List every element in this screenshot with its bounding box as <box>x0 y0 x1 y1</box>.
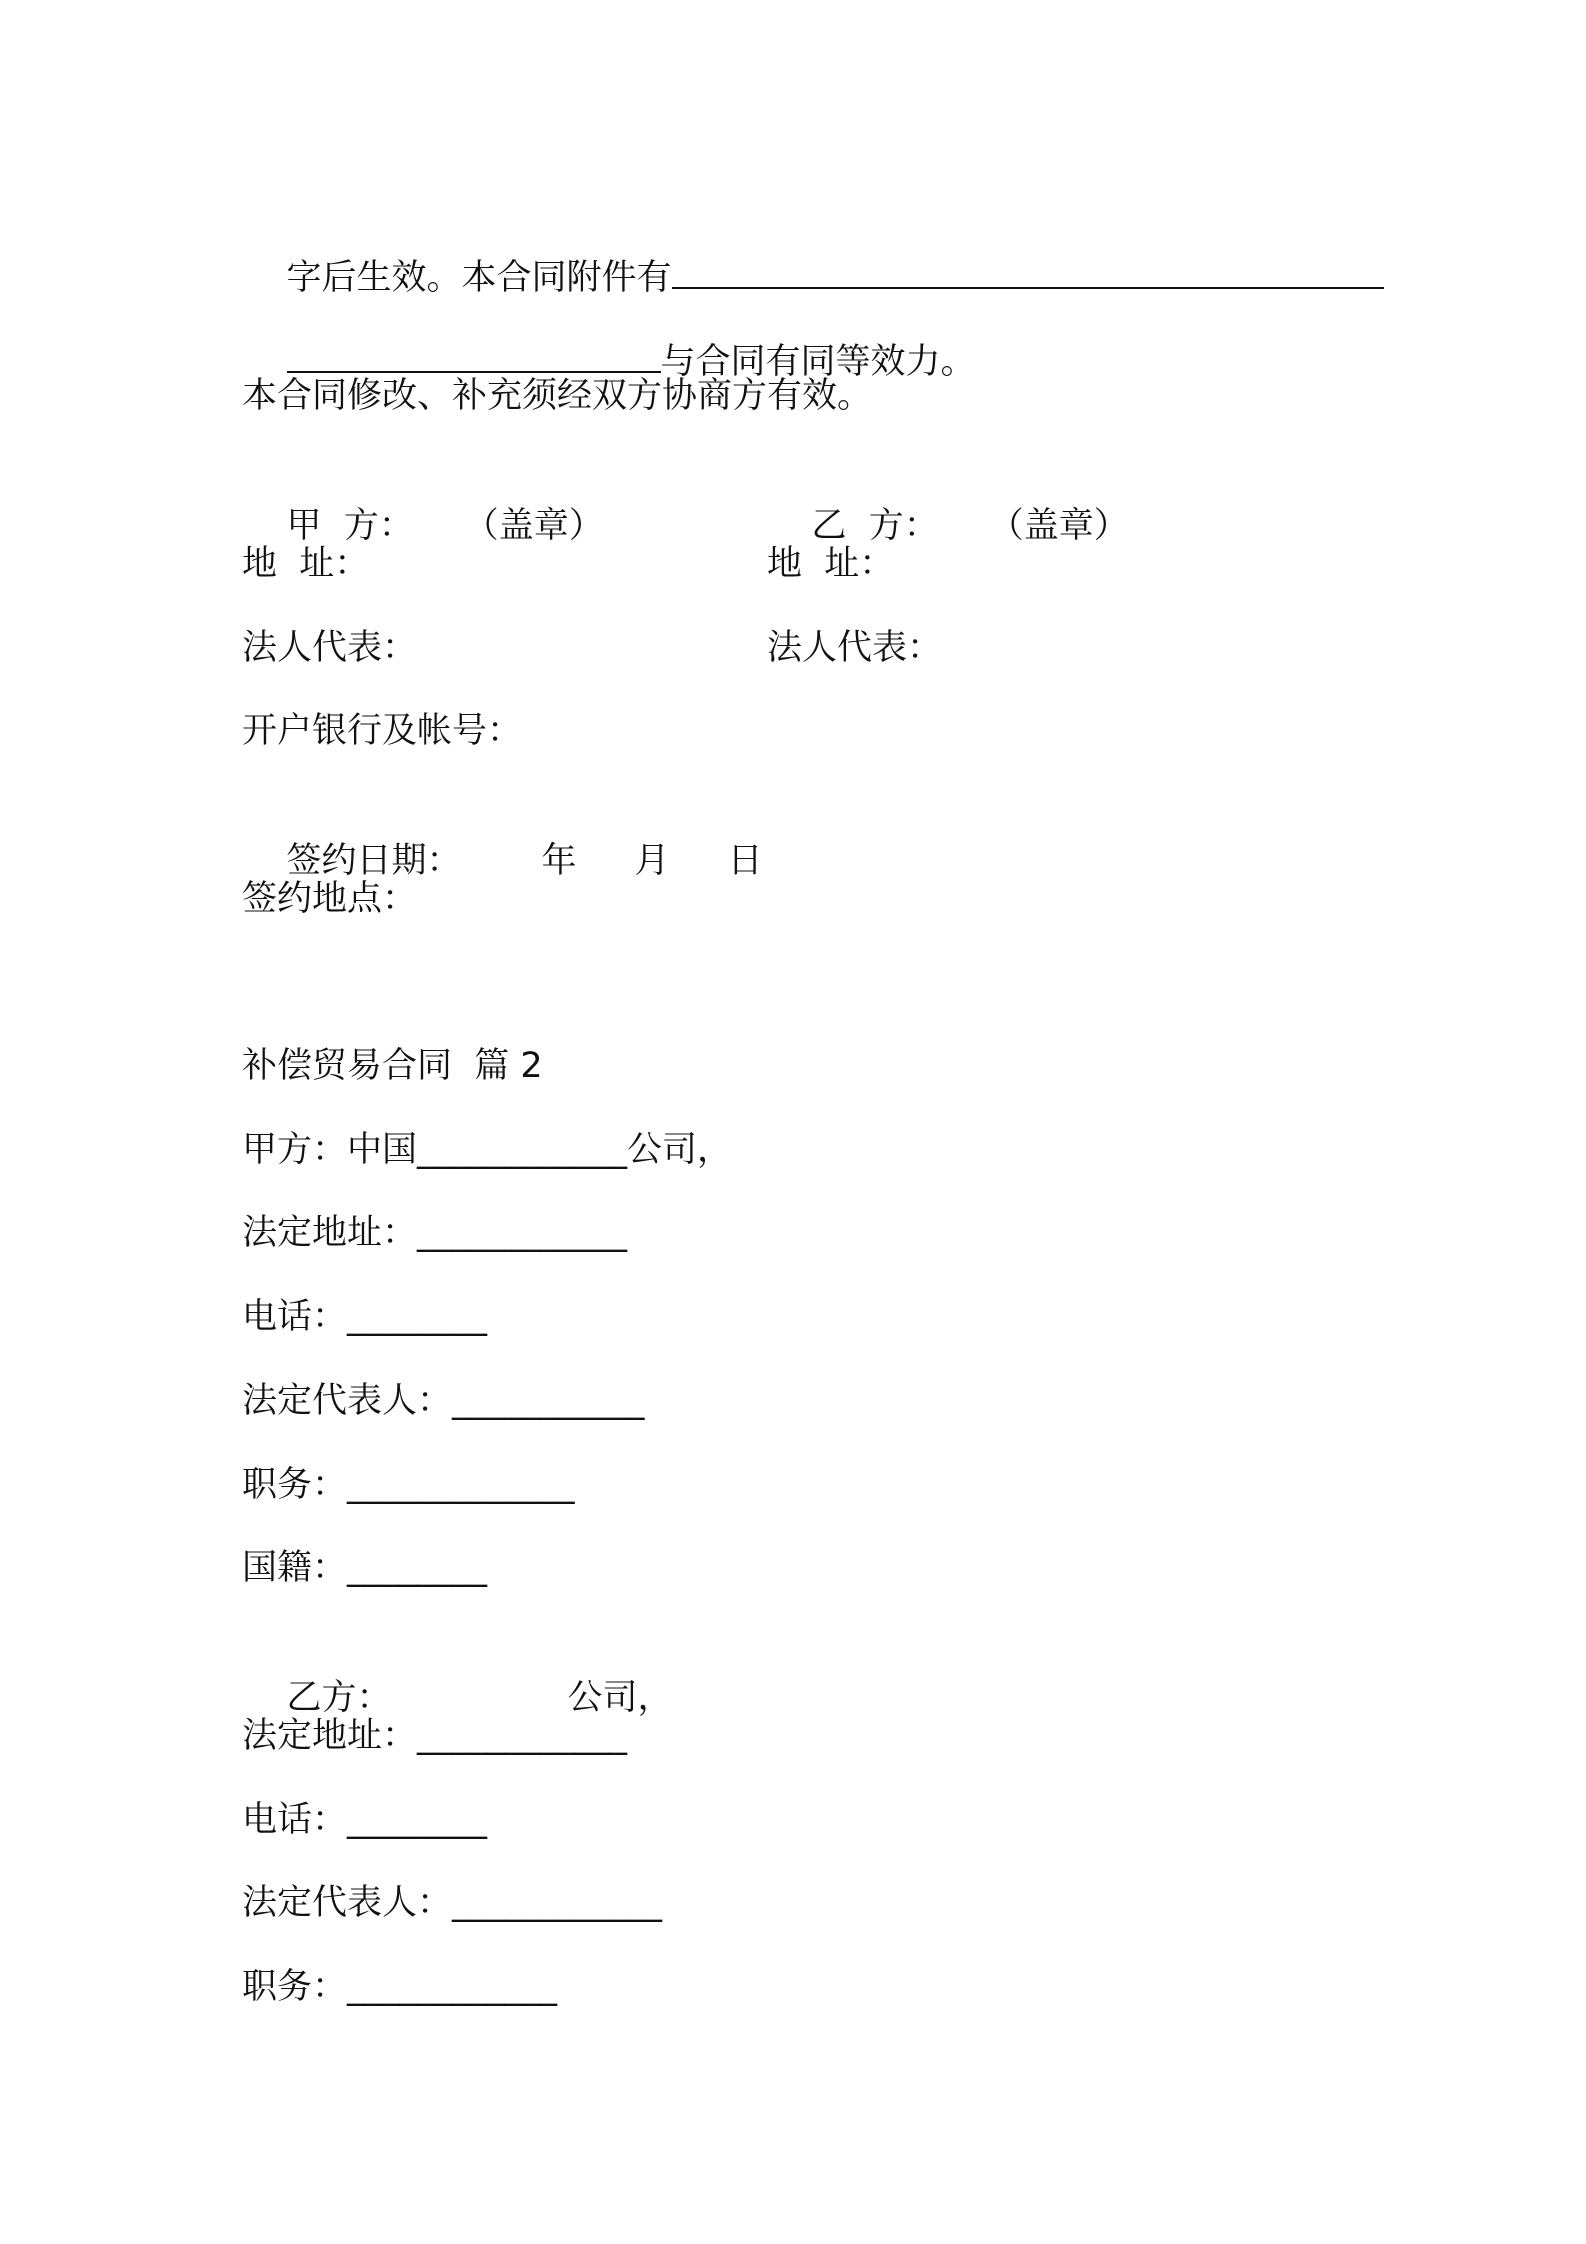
party-a-phone: 电话：________ <box>242 1297 488 1337</box>
party-b-company-suffix: 公司， <box>567 1678 673 1718</box>
date-month: 月 <box>634 841 670 881</box>
signing-date-label: 签约日期： <box>286 841 462 881</box>
party-b-legal-rep: 法定代表人：____________ <box>242 1883 663 1923</box>
attachments-blank <box>672 251 1384 289</box>
signing-place: 签约地点： <box>242 879 418 919</box>
party-a-company: 甲方：中国____________公司， <box>242 1130 733 1170</box>
equal-effect-text: 与合同有同等效力。 <box>660 342 976 382</box>
address-a: 地 址： <box>242 544 370 584</box>
party-b-company-label: 乙方： <box>286 1678 392 1718</box>
attachments-text: 字后生效。本合同附件有 <box>286 258 672 298</box>
line-amendment: 本合同修改、补充须经双方协商方有效。 <box>242 376 873 416</box>
party-a-seal: （盖章） <box>463 506 604 546</box>
party-b-phone: 电话：________ <box>242 1800 488 1840</box>
date-day: 日 <box>727 841 763 881</box>
legal-rep-b: 法人代表： <box>767 628 943 668</box>
party-b-seal: （盖章） <box>988 506 1129 546</box>
party-a-address: 法定地址：____________ <box>242 1213 628 1253</box>
attachments-blank-continued <box>287 335 661 373</box>
party-b-label: 乙 方： <box>811 506 939 546</box>
party-a-position: 职务：_____________ <box>242 1465 575 1505</box>
bank-account: 开户银行及帐号： <box>242 711 523 751</box>
party-a-label: 甲 方： <box>286 506 414 546</box>
legal-rep-a: 法人代表： <box>242 628 418 668</box>
address-b: 地 址： <box>767 544 895 584</box>
party-a-legal-rep: 法定代表人：___________ <box>242 1381 645 1421</box>
party-a-nationality: 国籍：________ <box>242 1548 488 1588</box>
party-b-address: 法定地址：____________ <box>242 1716 628 1756</box>
section-title: 补偿贸易合同 篇 2 <box>242 1046 543 1086</box>
party-b-position: 职务：____________ <box>242 1967 558 2007</box>
date-year: 年 <box>541 841 577 881</box>
